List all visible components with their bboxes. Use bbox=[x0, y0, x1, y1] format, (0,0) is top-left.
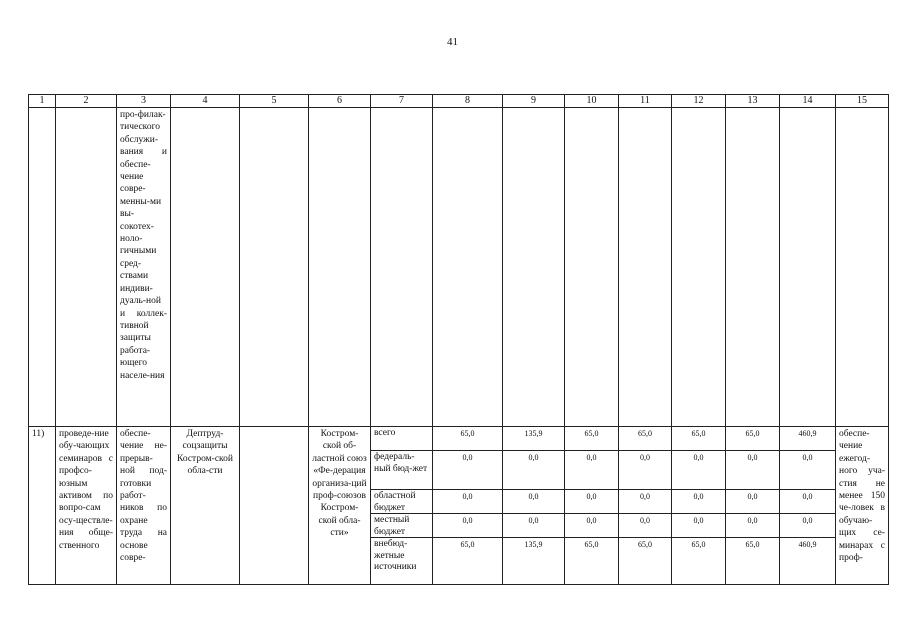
column-header: 1 bbox=[29, 95, 56, 108]
column-header: 6 bbox=[309, 95, 371, 108]
column-header: 10 bbox=[565, 95, 619, 108]
amount-cell: 65,0 bbox=[638, 540, 652, 549]
amount-cell: 135,9 bbox=[503, 427, 564, 451]
amount-cell: 0,0 bbox=[503, 451, 564, 490]
amount-cell: 65,0 bbox=[726, 427, 779, 451]
amount-cell: 0,0 bbox=[726, 451, 779, 490]
amount-cell: 0,0 bbox=[672, 514, 725, 538]
amount-cell: 0,0 bbox=[433, 514, 502, 538]
funding-source-label: местный бюджет bbox=[374, 515, 410, 537]
amount-cell: 0,0 bbox=[726, 514, 779, 538]
page-number: 41 bbox=[447, 36, 458, 48]
amount-cell: 0,0 bbox=[503, 490, 564, 514]
funding-source-label: внебюд-жетные источники bbox=[374, 539, 417, 572]
amount-cell: 460,9 bbox=[780, 427, 835, 451]
amount-cell: 65,0 bbox=[672, 427, 725, 451]
amount-cell: 0,0 bbox=[780, 514, 835, 538]
column-header: 12 bbox=[672, 95, 726, 108]
expected-result: обеспе-чение ежегод-ного уча-стия не менее 150 че-ловек в обучаю-щих се-минарах с проф- bbox=[839, 429, 885, 564]
responsible-executor: Дептруд-соцзащиты Костром-ской обла-сти bbox=[176, 429, 233, 477]
column-header: 8 bbox=[433, 95, 503, 108]
amount-cell: 65,0 bbox=[619, 427, 671, 451]
amount-cell: 65,0 bbox=[691, 540, 706, 549]
column-header: 7 bbox=[371, 95, 433, 108]
amount-cell: 65,0 bbox=[460, 540, 475, 549]
amount-cell: 0,0 bbox=[503, 514, 564, 538]
continued-measure-text: про-филак-тического обслужи-вания и обеспе-чение совре-менны-ми вы-сокотех-ноло-гичными сред-ствами индиви-дуаль-ной и коллек-тивной защиты работа-ющего населе-ния bbox=[120, 110, 167, 381]
funding-source-label: областной бюджет bbox=[374, 491, 416, 513]
column-header: 4 bbox=[171, 95, 240, 108]
funding-source-label: федераль-ный бюд-жет bbox=[374, 452, 428, 474]
column-header: 13 bbox=[726, 95, 780, 108]
amount-cell: 0,0 bbox=[433, 451, 502, 490]
amount-cell: 0,0 bbox=[672, 490, 725, 514]
column-header: 11 bbox=[619, 95, 672, 108]
continued-row bbox=[29, 108, 889, 427]
amount-cell: 0,0 bbox=[565, 514, 618, 538]
amount-cell: 0,0 bbox=[726, 490, 779, 514]
amount-cell: 0,0 bbox=[619, 514, 671, 538]
amount-cell: 135,9 bbox=[524, 540, 543, 549]
amount-cell: 65,0 bbox=[584, 540, 599, 549]
column-header: 15 bbox=[836, 95, 889, 108]
amount-cell: 65,0 bbox=[433, 427, 502, 451]
amount-cell: 65,0 bbox=[745, 540, 760, 549]
column-header: 9 bbox=[503, 95, 565, 108]
column-header: 3 bbox=[117, 95, 171, 108]
column-header: 2 bbox=[56, 95, 117, 108]
amount-cell: 0,0 bbox=[433, 490, 502, 514]
program-table bbox=[28, 94, 889, 585]
amount-cell: 0,0 bbox=[780, 451, 835, 490]
amount-cell: 0,0 bbox=[565, 451, 618, 490]
amount-cell: 0,0 bbox=[780, 490, 835, 514]
column-header: 5 bbox=[240, 95, 309, 108]
row-number: 11) bbox=[32, 429, 45, 439]
amount-cell: 0,0 bbox=[619, 490, 671, 514]
col5-text bbox=[240, 427, 308, 429]
amount-cell: 0,0 bbox=[619, 451, 671, 490]
amount-cell: 460,9 bbox=[798, 540, 817, 549]
funding-source-label: всего bbox=[374, 428, 396, 438]
activity-text: проведе-ние обу-чающих семинаров с профсо-юзным активом по вопро-сам осу-ществле-ния обще-ственного bbox=[59, 429, 113, 551]
purpose-text: обеспе-чение не-прерыв-ной под-готовки работ-ников по охране труда на основе совре- bbox=[120, 429, 167, 564]
partner-organization: Костром-ской об-ластной союз «Фе-дерация организа-ций проф-союзов Костром-ской обла-сти» bbox=[312, 429, 367, 539]
header-row bbox=[29, 95, 889, 108]
row-11 bbox=[29, 427, 889, 585]
amount-cell: 0,0 bbox=[672, 451, 725, 490]
column-header: 14 bbox=[780, 95, 836, 108]
amount-cell: 65,0 bbox=[565, 427, 618, 451]
amount-cell: 0,0 bbox=[565, 490, 618, 514]
